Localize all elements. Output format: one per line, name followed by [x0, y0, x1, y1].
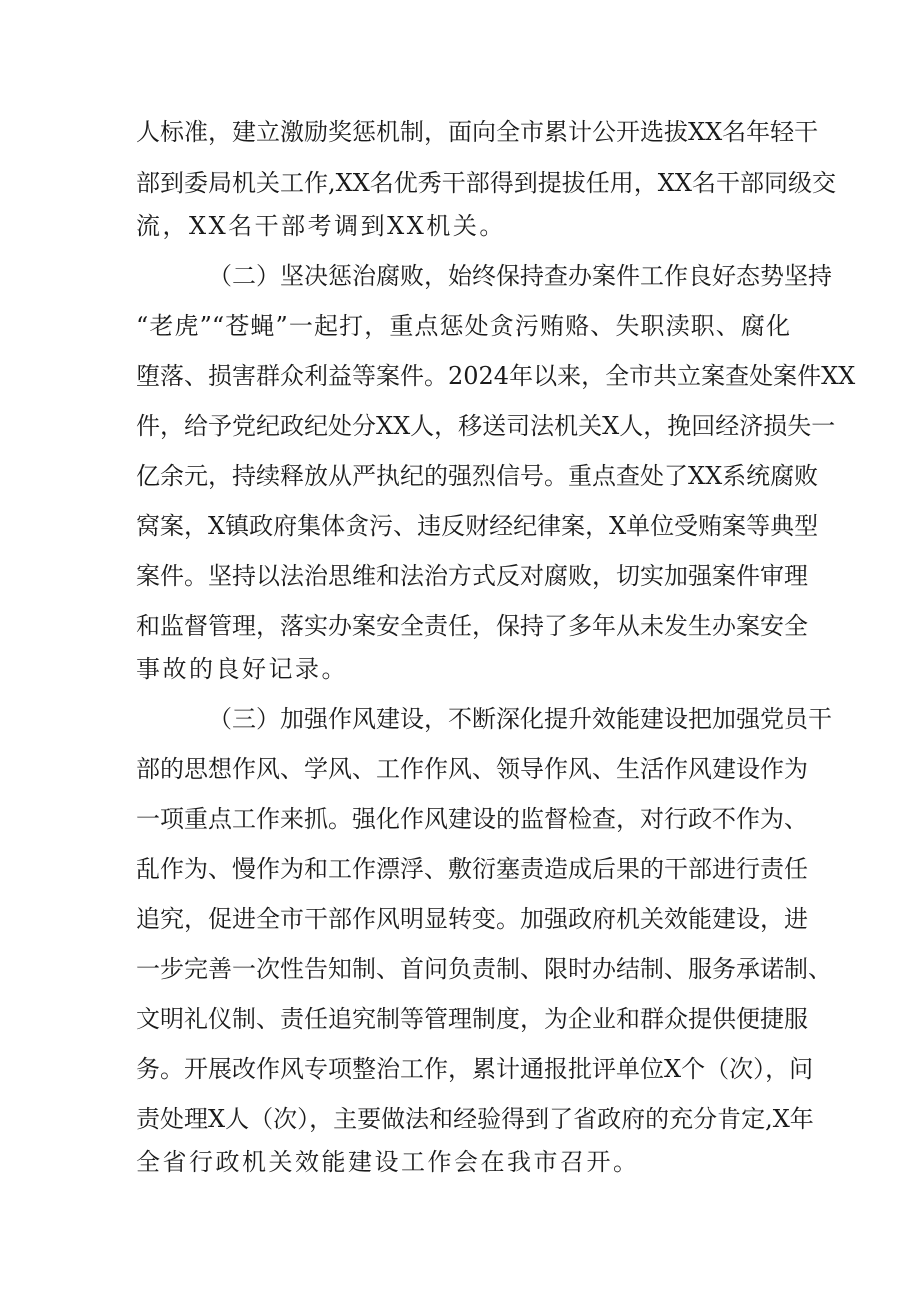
paragraph-3-line-7: 文明礼仪制、责任追究制等管理制度，为企业和群众提供便捷服: [136, 1005, 808, 1033]
paragraph-2-line-4: 件，给予党纪政纪处分XX人，移送司法机关X人，挽回经济损失一: [136, 412, 836, 440]
paragraph-2-line-9: 事故的良好记录。: [136, 655, 348, 683]
paragraph-2-line-5: 亿余元，持续释放从严执纪的强烈信号。重点查处了XX系统腐败: [136, 462, 819, 490]
paragraph-3-line-10: 全省行政机关效能建设工作会在我市召开。: [136, 1148, 640, 1176]
paragraph-3-line-4: 乱作为、慢作为和工作漂浮、敷衍塞责造成后果的干部进行责任: [136, 855, 808, 883]
paragraph-3-line-1: （三）加强作风建设，不断深化提升效能建设把加强党员干: [208, 705, 832, 733]
paragraph-1-line-3: 流，XX名干部考调到XX机关。: [136, 212, 506, 240]
paragraph-3-line-8: 务。开展改作风专项整治工作，累计通报批评单位X个（次），问: [136, 1055, 814, 1083]
paragraph-3-line-3: 一项重点工作来抓。强化作风建设的监督检查，对行政不作为、: [136, 805, 808, 833]
paragraph-2-line-2: “老虎”“苍蝇”一起打，重点惩处贪污贿赂、失职渎职、腐化: [136, 312, 790, 340]
paragraph-1-line-2: 部到委局机关工作,XX名优秀干部得到提拔任用，XX名干部同级交: [136, 169, 836, 197]
paragraph-2-line-1: （二）坚决惩治腐败，始终保持查办案件工作良好态势坚持: [208, 262, 832, 290]
paragraph-3-line-5: 追究，促进全市干部作风明显转变。加强政府机关效能建设，进: [136, 905, 808, 933]
paragraph-3-line-2: 部的思想作风、学风、工作作风、领导作风、生活作风建设作为: [136, 755, 808, 783]
paragraph-2-line-3: 堕落、损害群众利益等案件。2024年以来，全市共立案查处案件XX: [136, 362, 856, 390]
paragraph-2-line-7: 案件。坚持以法治思维和法治方式反对腐败，切实加强案件审理: [136, 562, 808, 590]
paragraph-3-line-6: 一步完善一次性告知制、首问负责制、限时办结制、服务承诺制、: [136, 955, 832, 983]
paragraph-2-line-6: 窝案，X镇政府集体贪污、违反财经纪律案，X单位受贿案等典型: [136, 512, 819, 540]
paragraph-2-line-8: 和监督管理，落实办案安全责任，保持了多年从未发生办案安全: [136, 612, 808, 640]
paragraph-3-line-9: 责处理X人（次），主要做法和经验得到了省政府的充分肯定,X年: [136, 1105, 814, 1133]
paragraph-1-line-1: 人标准，建立激励奖惩机制，面向全市累计公开选拔XX名年轻干: [136, 118, 819, 146]
